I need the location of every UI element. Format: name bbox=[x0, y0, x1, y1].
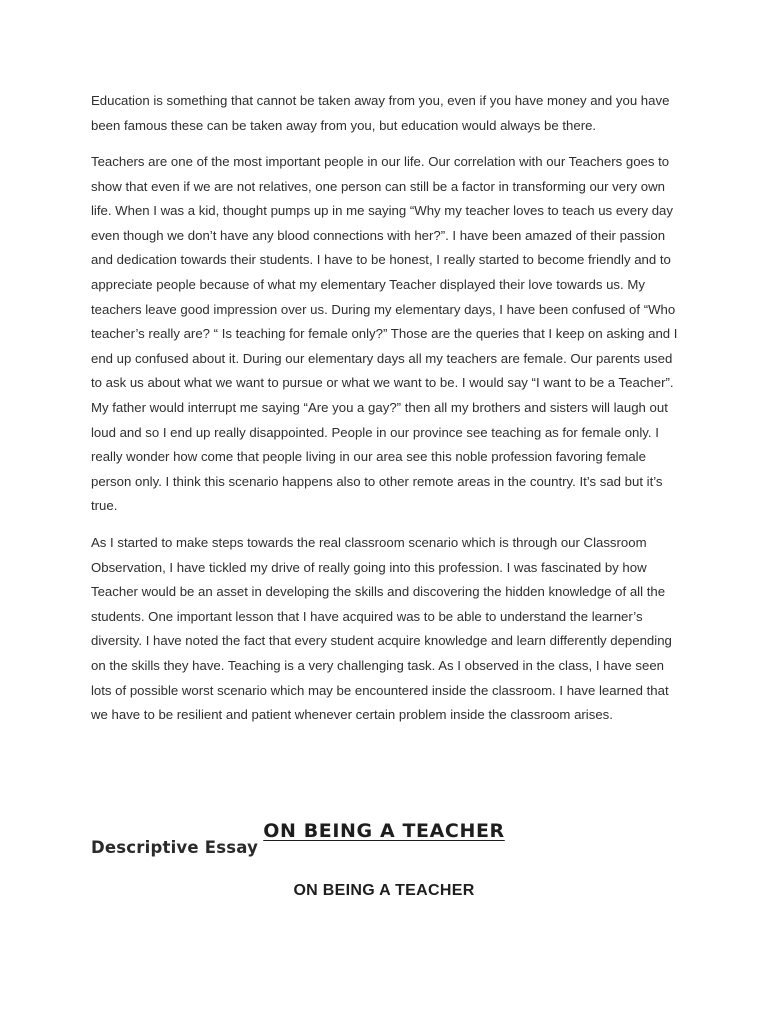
paragraph-intro: Education is something that cannot be taken away from you, even if you have money and you have been famous these can be taken away from you, but education would always be there. bbox=[91, 93, 670, 133]
essay-title-plain: ON BEING A TEACHER bbox=[293, 882, 475, 899]
paragraph-classroom-observation: As I started to make steps towards the real classroom scenario which is through our Classroom Observation, I have tickled my drive of really going into this profession. I was fascinated by how Teacher would be an asset in developing the skills and discovering the hidden knowledge of all the students. One important lesson that I have acquired was to be able to understand the learner’s diversity. I have noted the fact that every student acquire knowledge and learn differently depending on the skills they have. Teaching is a very challenging task. As I observed in the class, I have seen lots of possible worst scenario which may be encountered inside the classroom. I have learned that we have to be resilient and patient whenever certain problem inside the classroom arises. bbox=[91, 535, 672, 723]
essay-title-underlined-text: ON BEING A TEACHER bbox=[263, 820, 505, 842]
essay-subtitle: Descriptive Essay bbox=[91, 838, 259, 857]
paragraph-teachers: Teachers are one of the most important people in our life. Our correlation with our Teachers goes to show that even if we are not relatives, one person can still be a factor in transforming our very own life. When I was a kid, thought pumps up in me saying “Why my teacher loves to teach us every day even though we don’t have any blood connections with her?”. I have been amazed of their passion and dedication towards their students. I have to be honest, I really started to become friendly and to appreciate people because of what my elementary Teacher displayed their love towards us. My teachers leave good impression over us. During my elementary days, I have been confused of “Who teacher’s really are? “ Is teaching for female only?” Those are the queries that I keep on asking and I end up confused about it. During our elementary days all my teachers are female. Our parents used to ask us about what we want to pursue or what we want to be. I would say “I want to be a Teacher”. My father would interrupt me saying “Are you a gay?” then all my brothers and sisters will laugh out loud and so I end up really disappointed. People in our province see teaching as for female only. I really wonder how come that people living in our area see this noble profession favoring female person only. I think this scenario happens also to other remote areas in the country. It’s sad but it’s true. bbox=[91, 154, 678, 514]
